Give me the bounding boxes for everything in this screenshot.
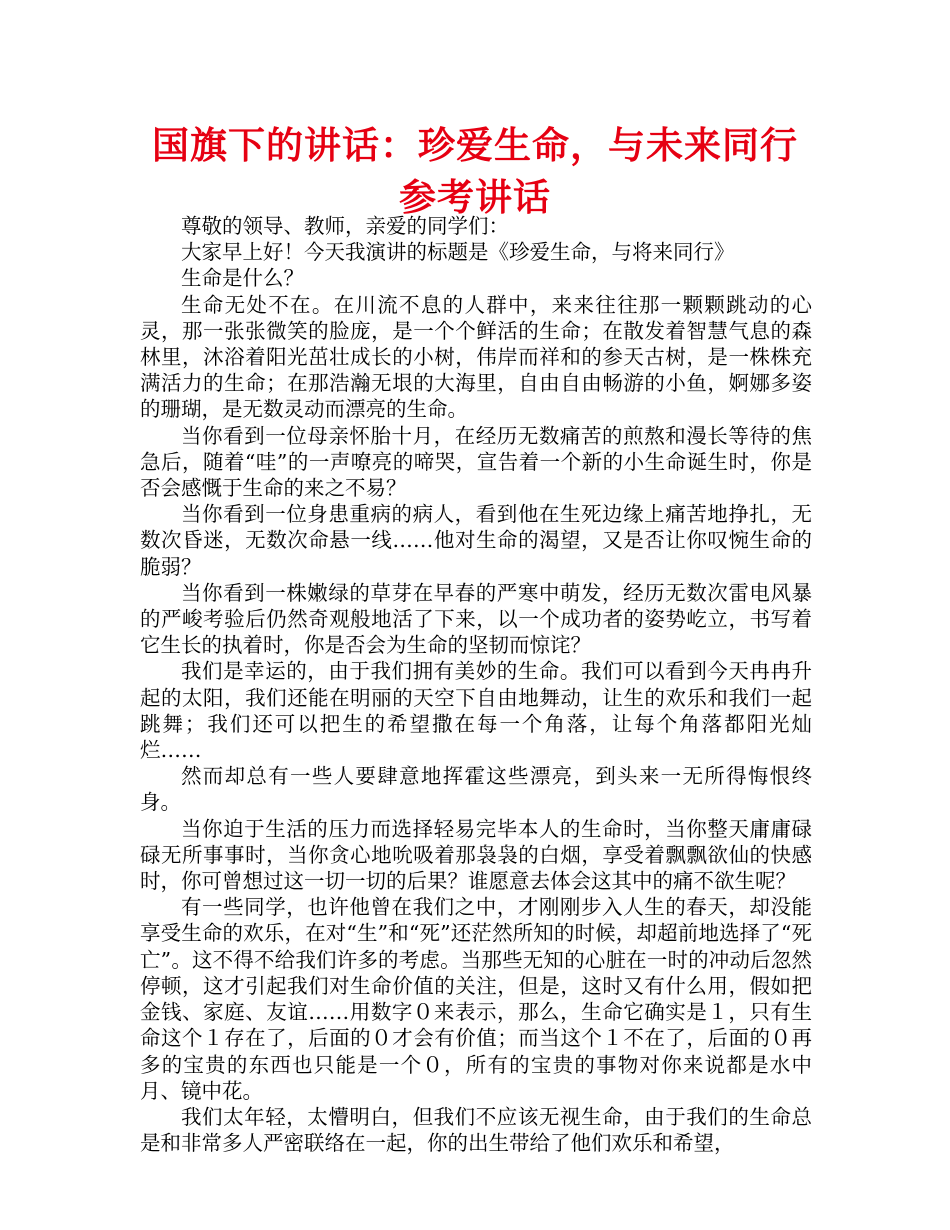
greeting-paragraph: 尊敬的领导、教师，亲爱的同学们： <box>181 214 509 238</box>
body-paragraph: 当你看到一株嫩绿的草芽在早春的严寒中萌发，经历无数次雷电风暴的严峻考验后仍然奇观般地活了下来，以一个成功者的姿势屹立，书写着它生长的执着时，你是否会为生命的坚韧而惊诧？ <box>140 580 812 658</box>
body-paragraph: 大家早上好！今天我演讲的标题是《珍爱生命，与将来同行》 <box>181 240 735 265</box>
document-body <box>140 213 812 1156</box>
body-paragraph: 当你看到一位母亲怀胎十月，在经历无数痛苦的煎熬和漫长等待的焦急后，随着“哇”的一声嘹亮的啼哭，宣告着一个新的小生命诞生时，你是否会感慨于生命的来之不易？ <box>140 423 812 501</box>
body-paragraph: 然而却总有一些人要肆意地挥霍这些漂亮，到头来一无所得悔恨终身。 <box>140 764 812 815</box>
body-paragraph: 生命无处不在。在川流不息的人群中，来来往往那一颗颗跳动的心灵，那一张张微笑的脸庞，是一个个鲜活的生命；在散发着智慧气息的森林里，沐浴着阳光茁壮成长的小树，伟岸而祥和的参天古树，是一株株充满活力的生命；在那浩瀚无垠的大海里，自由自由畅游的小鱼，婀娜多姿的珊瑚，是无数灵动而漂亮的生命。 <box>140 292 812 422</box>
body-paragraph: 当你迫于生活的压力而选择轻易完毕本人的生命时，当你整天庸庸碌碌无所事事时，当你贪心地吮吸着那袅袅的白烟，享受着飘飘欲仙的快感时，你可曾想过这一切一切的后果？谁愿意去体会这其中的痛不欲生呢？ <box>140 816 812 894</box>
body-paragraph: 我们是幸运的，由于我们拥有美妙的生命。我们可以看到今天冉冉升起的太阳，我们还能在明丽的天空下自由地舞动，让生的欢乐和我们一起跳舞；我们还可以把生的希望撒在每一个角落，让每个角落都阳光灿烂…… <box>140 659 812 763</box>
body-paragraph: 生命是什么？ <box>181 266 304 291</box>
body-paragraph: 当你看到一位身患重病的病人，看到他在生死边缘上痛苦地挣扎，无数次昏迷，无数次命悬一线……他对生命的渴望，又是否让你叹惋生命的脆弱？ <box>140 502 812 579</box>
body-paragraph: 我们太年轻，太懵明白，但我们不应该无视生命，由于我们的生命总是和非常多人严密联络在一起，你的出生带给了他们欢乐和希望， <box>140 1104 812 1156</box>
body-paragraph: 有一些同学，也许他曾在我们之中，才刚刚步入人生的春天，却没能享受生命的欢乐，在对“生”和“死”还茫然所知的时候，却超前地选择了“死亡”。这不得不给我们许多的考虑。当那些无知的心脏在一时的冲动后忽然停顿，这才引起我们对生命价值的关注，但是，这时又有什么用，假如把金钱、家庭、友谊……用数字０来表示，那么，生命它确实是１，只有生命这个１存在了，后面的０才会有价值；而当这个１不在了，后面的０再多的宝贵的东西也只能是一个０，所有的宝贵的事物对你来说都是水中月、镜中花。 <box>140 895 812 1103</box>
document-title: 国旗下的讲话：珍爱生命，与未来同行参考讲话 <box>152 124 798 219</box>
